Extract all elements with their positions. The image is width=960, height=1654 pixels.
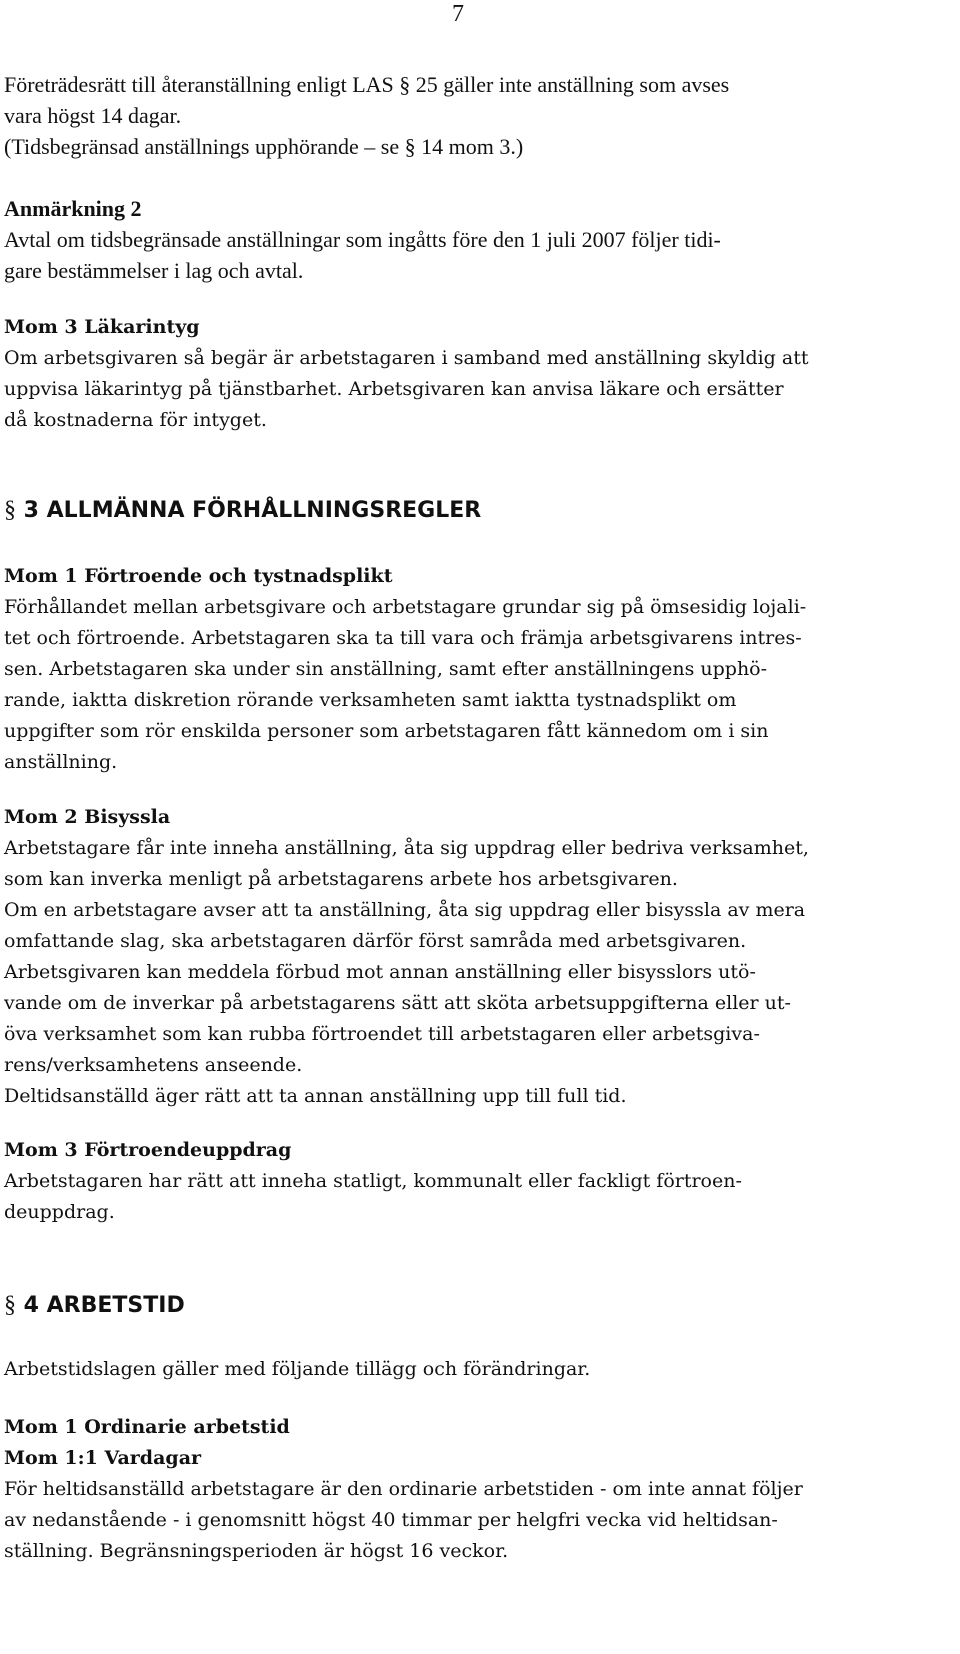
text-line: Om en arbetstagare avser att ta anställning, åta sig uppdrag eller bisyssla av mera bbox=[4, 899, 806, 921]
text-line: Arbetsgivaren kan meddela förbud mot annan anställning eller bisysslors utö- bbox=[4, 961, 756, 983]
page-number: 7 bbox=[452, 1, 464, 27]
text-line: Förhållandet mellan arbetsgivare och arbetstagare grundar sig på ömsesidig lojali- bbox=[4, 596, 807, 618]
mom-3-trust-assignment bbox=[4, 1135, 742, 1228]
section-symbol: § bbox=[4, 1292, 16, 1318]
mom-3-medical-certificate bbox=[4, 312, 809, 436]
note-heading: Anmärkning 2 bbox=[4, 196, 142, 221]
text-line: då kostnaderna för intyget. bbox=[4, 409, 267, 431]
mom-heading: Mom 1 Ordinarie arbetstid bbox=[4, 1416, 290, 1438]
text-line: Om arbetsgivaren så begär är arbetstagaren i samband med anställning skyldig att bbox=[4, 347, 809, 369]
text-line: (Tidsbegränsad anställnings upphörande – se § 14 mom 3.) bbox=[4, 134, 524, 159]
mom-subheading: Mom 1:1 Vardagar bbox=[4, 1447, 202, 1469]
text-line: uppgifter som rör enskilda personer som arbetstagaren fått kännedom om i sin bbox=[4, 720, 769, 742]
text-line: För heltidsanställd arbetstagare är den ordinarie arbetstiden - om inte annat följer bbox=[4, 1478, 803, 1500]
text-line: gare bestämmelser i lag och avtal. bbox=[4, 258, 304, 283]
text-line: rens/verksamhetens anseende. bbox=[4, 1054, 303, 1076]
text-line: tet och förtroende. Arbetstagaren ska ta till vara och främja arbetsgivarens intres- bbox=[4, 627, 802, 649]
text-line: vara högst 14 dagar. bbox=[4, 103, 182, 128]
text-line: Företrädesrätt till återanställning enligt LAS § 25 gäller inte anställning som avses bbox=[4, 72, 730, 97]
note-2 bbox=[4, 193, 721, 286]
text-line: vande om de inverkar på arbetstagarens sätt att sköta arbetsuppgifterna eller ut- bbox=[4, 992, 791, 1014]
text-line: anställning. bbox=[4, 751, 118, 773]
text-line: av nedanstående - i genomsnitt högst 40 timmar per helgfri vecka vid heltidsan- bbox=[4, 1509, 778, 1531]
section-4-heading bbox=[4, 1290, 185, 1321]
section-title: 3 ALLMÄNNA FÖRHÅLLNINGSREGLER bbox=[23, 498, 482, 523]
mom-1-ordinary-hours bbox=[4, 1412, 803, 1567]
paragraph-working-hours-act bbox=[4, 1354, 590, 1385]
mom-heading: Mom 1 Förtroende och tystnadsplikt bbox=[4, 565, 393, 587]
mom-1-trust-confidentiality bbox=[4, 561, 806, 778]
mom-heading: Mom 3 Läkarintyg bbox=[4, 316, 200, 338]
text-line: Arbetstagare får inte inneha anställning, åta sig uppdrag eller bedriva verksamhet, bbox=[4, 837, 809, 859]
text-line: öva verksamhet som kan rubba förtroendet till arbetstagaren eller arbetsgiva- bbox=[4, 1023, 760, 1045]
text-line: uppvisa läkarintyg på tjänstbarhet. Arbetsgivaren kan anvisa läkare och ersätter bbox=[4, 378, 784, 400]
mom-heading: Mom 3 Förtroendeuppdrag bbox=[4, 1139, 292, 1161]
text-line: Avtal om tidsbegränsade anställningar som ingåtts före den 1 juli 2007 följer tidi- bbox=[4, 227, 721, 252]
text-line: omfattande slag, ska arbetstagaren därför först samråda med arbetsgivaren. bbox=[4, 930, 747, 952]
mom-heading: Mom 2 Bisyssla bbox=[4, 806, 171, 828]
mom-2-side-occupation bbox=[4, 802, 809, 1112]
text-line: Arbetstagaren har rätt att inneha statligt, kommunalt eller fackligt förtroen- bbox=[4, 1170, 742, 1192]
text-line: som kan inverka menligt på arbetstagarens arbete hos arbetsgivaren. bbox=[4, 868, 678, 890]
text-line: Deltidsanställd äger rätt att ta annan anställning upp till full tid. bbox=[4, 1085, 627, 1107]
text-line: Arbetstidslagen gäller med följande tillägg och förändringar. bbox=[4, 1358, 591, 1380]
section-3-heading bbox=[4, 495, 481, 526]
paragraph-las-preference bbox=[4, 69, 729, 162]
text-line: ställning. Begränsningsperioden är högst 16 veckor. bbox=[4, 1540, 509, 1562]
text-line: rande, iaktta diskretion rörande verksamheten samt iaktta tystnadsplikt om bbox=[4, 689, 737, 711]
section-title: 4 ARBETSTID bbox=[23, 1293, 185, 1318]
text-line: deuppdrag. bbox=[4, 1201, 115, 1223]
text-line: sen. Arbetstagaren ska under sin anställning, samt efter anställningens upphö- bbox=[4, 658, 768, 680]
section-symbol: § bbox=[4, 497, 16, 523]
